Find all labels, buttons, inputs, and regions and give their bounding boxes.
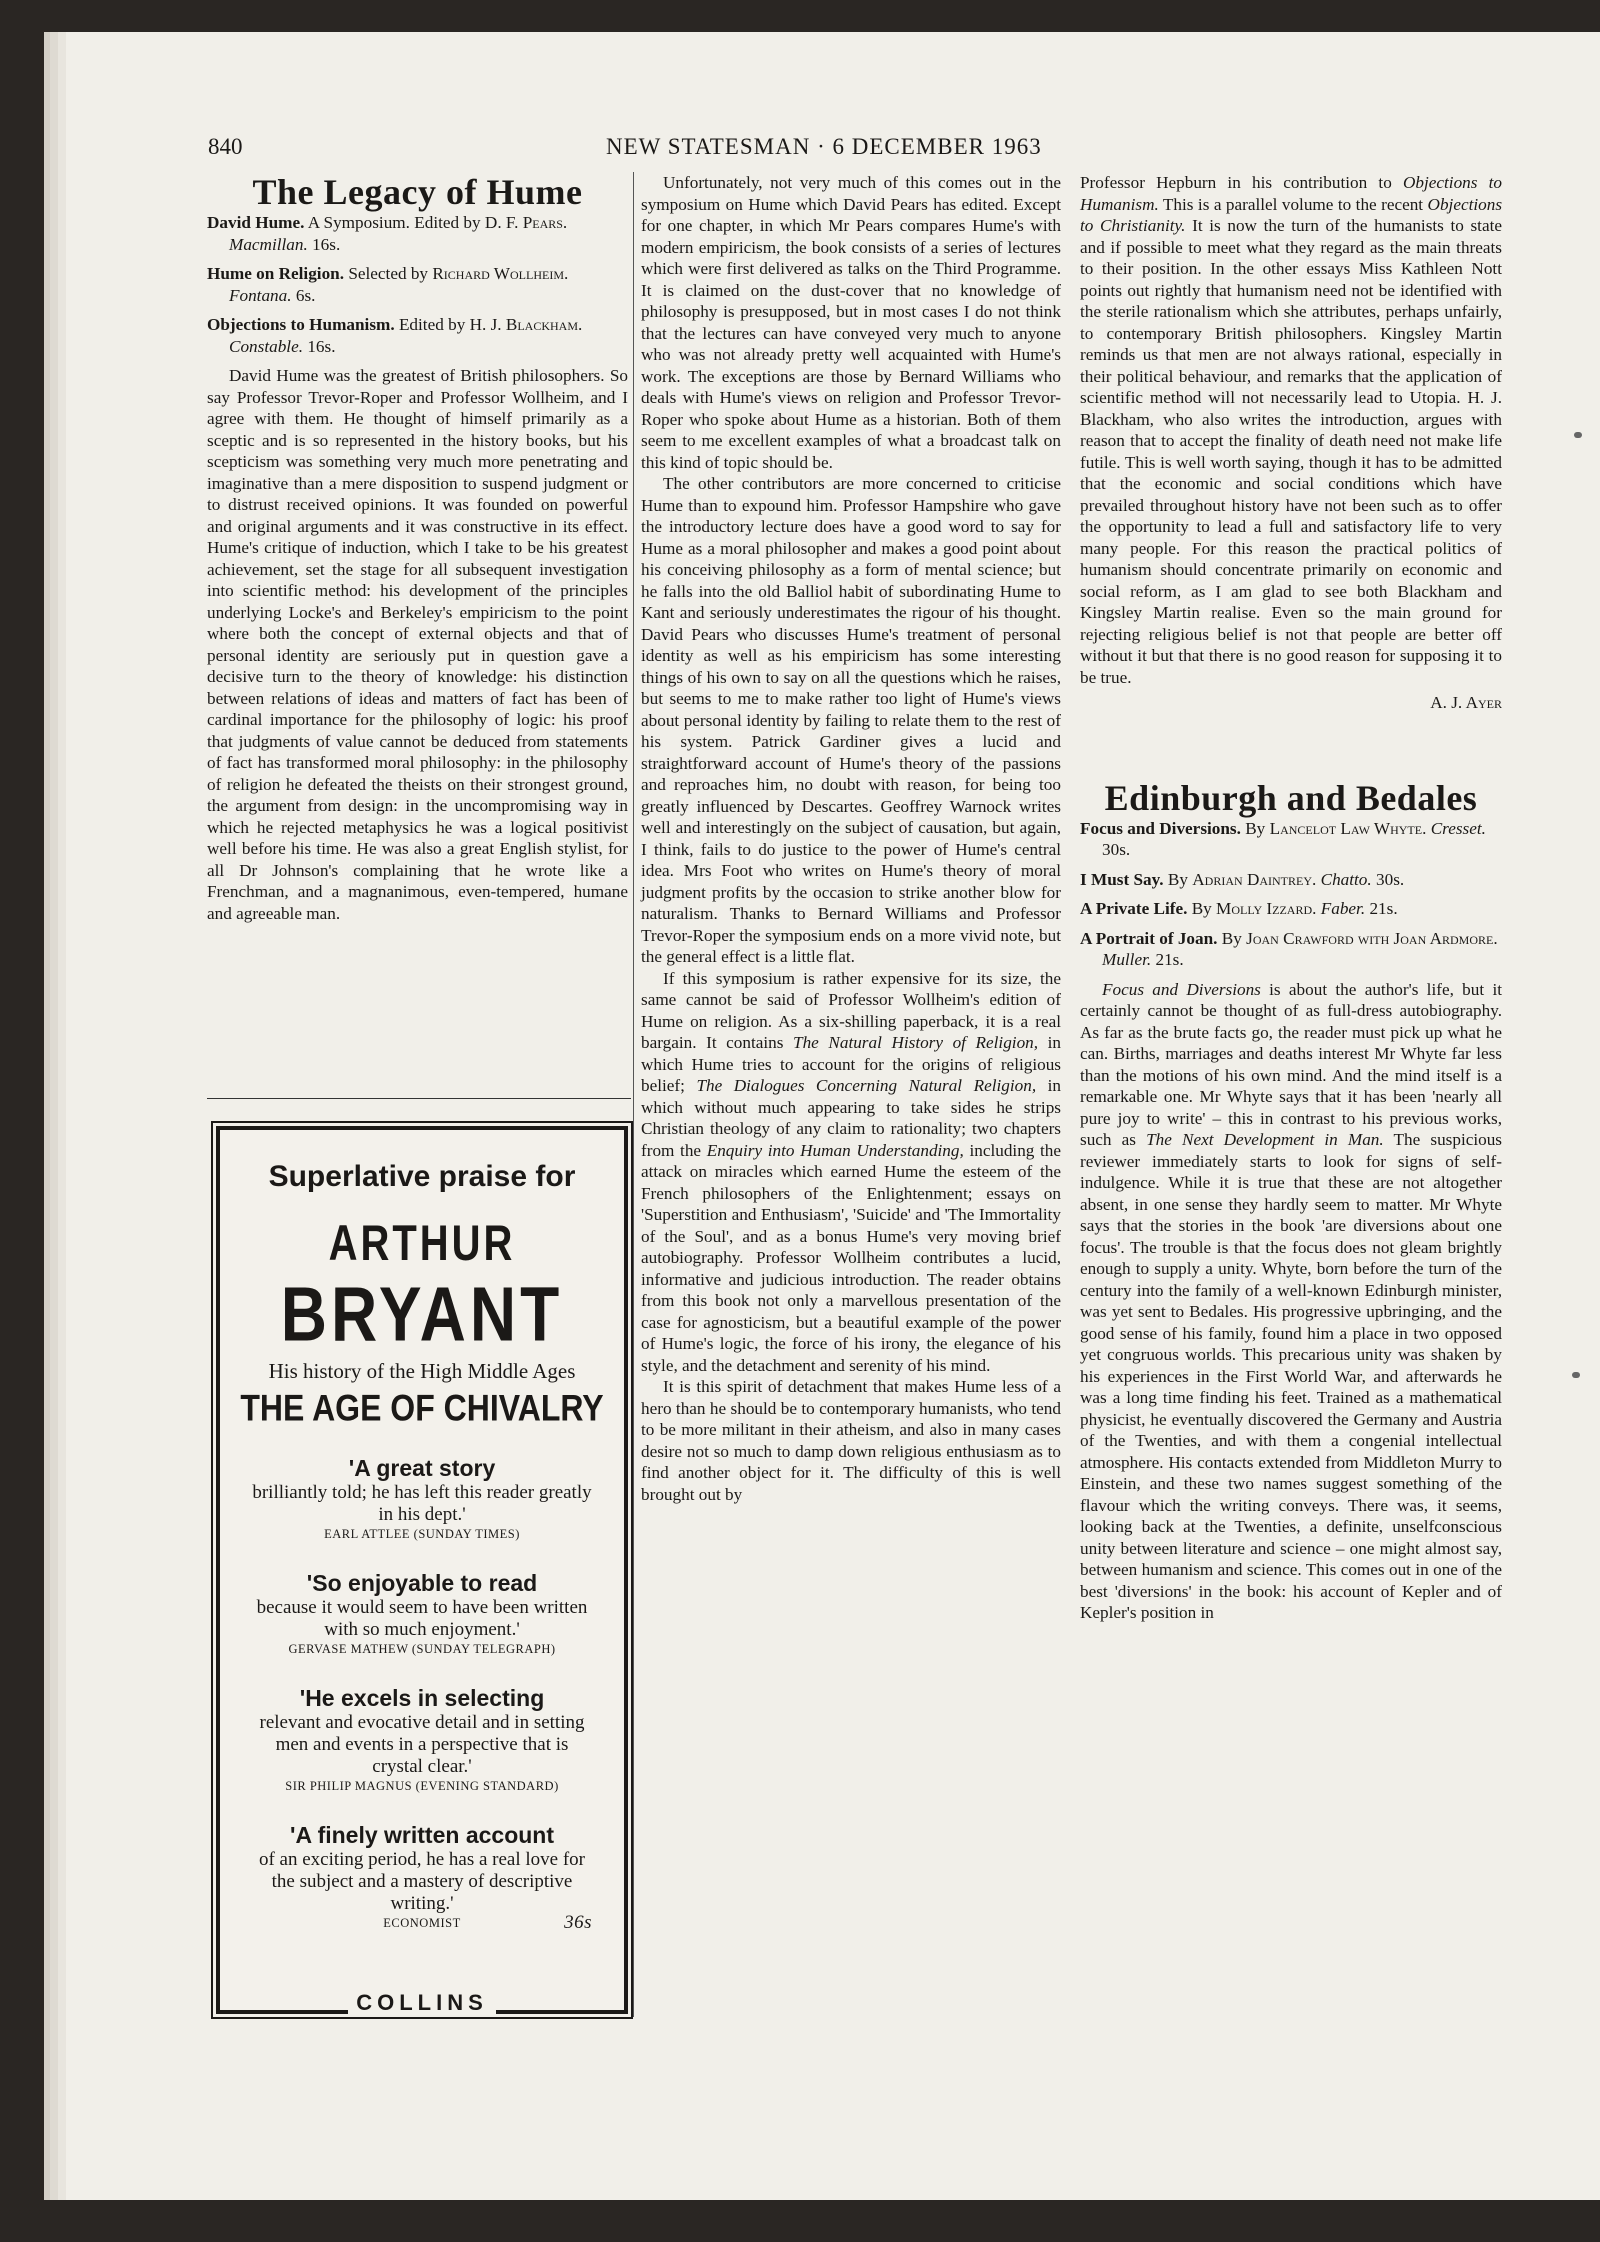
- ad-author-first: ARTHUR: [328, 1216, 516, 1272]
- ad-author-last: BRYANT: [280, 1270, 564, 1358]
- review-title-hume: The Legacy of Hume: [252, 172, 583, 212]
- ad-book-title: THE AGE OF CHIVALRY: [240, 1387, 604, 1429]
- ad-subtitle: His history of the High Middle Ages: [268, 1359, 576, 1383]
- magazine-page: [66, 32, 1600, 2200]
- article-paragraph: It is this spirit of detachment that makes Hume less of a hero than he should be to contemporary humanists, who tend to be more militant in their atheism, and also in many cases desire not so much to damp down religious enthusiasm as to find another object for it. The difficulty of this is well brought out by: [641, 1377, 1061, 1504]
- book-entry: A Portrait of Joan. By Joan Crawford with Joan Ardmore. Muller. 21s.: [1080, 928, 1498, 969]
- running-head: [66, 134, 1600, 174]
- article-paragraph: Unfortunately, not very much of this comes out in the symposium on Hume which David Pears has edited. Except for one chapter, in which Mr Pears compares Hume's with modern empiricism, the book consists of a series of lectures which were first delivered as talks on the Third Programme. It is claimed on the dust-cover that no knowledge of philosophy is presupposed, but in most cases I do not think that the lectures can have conveyed very much to anyone who was not already pretty well acquainted with Hume's work. The exceptions are those by Bernard Williams who deals with Hume's views on religion and Professor Trevor-Roper who spoke about Hume as a historian. Both of them seem to me excellent examples of what a broadcast talk on this kind of topic should be.: [641, 173, 1061, 472]
- book-entry: A Private Life. By Molly Izzard. Faber. 21s.: [1080, 899, 1398, 918]
- ad-quote: 'He excels in selecting relevant and evocative detail and in setting men and events in a perspective that is crystal clear.' SIR PHILIP MAGNUS (EVENING STANDARD): [259, 1685, 585, 1793]
- book-entry: David Hume. A Symposium. Edited by D. F. Pears. Macmillan. 16s.: [207, 213, 568, 254]
- review-title-edinburgh: Edinburgh and Bedales: [1104, 777, 1478, 818]
- book-entry: Objections to Humanism. Edited by H. J. Blackham. Constable. 16s.: [207, 315, 583, 356]
- page-number: 840: [208, 134, 243, 159]
- column-3: [1080, 172, 1502, 1624]
- book-entry: Hume on Religion. Selected by Richard Wollheim. Fontana. 6s.: [207, 264, 569, 305]
- article-paragraph: If this symposium is rather expensive for its size, the same cannot be said of Professor Wollheim's edition of Hume on religion. As a six-shilling paperback, it is a real bargain. It contains The Natural History of Religion, in which Hume tries to account for the origins of religious belief; The Dialogues Concerning Natural Religion, in which without much appearing to take sides he strips Christian theology of any claim to rationality; two chapters from the Enquiry into Human Understanding, including the attack on miracles which earned Hume the esteem of the French philosophers of the Enlightenment; essays on 'Superstition and Enthusiasm', 'Suicide' and 'The Immortality of the Soul', and as a bonus Hume's very moving brief autobiography. Professor Wollheim contributes a lucid, informative and judicious introduction. The reader obtains from this book not only a marvellous presentation of the case for agnosticism, but a beautiful example of the power of Hume's logic, the force of his irony, the elegance of his style, and the detachment and serenity of his mind.: [641, 968, 1062, 1375]
- reviewer-signature: A. J. Ayer: [1430, 693, 1502, 712]
- book-entry: Focus and Diversions. By Lancelot Law Whyte. Cresset. 30s.: [1080, 818, 1486, 859]
- book-advertisement: [216, 1126, 628, 2014]
- ad-price: 36s: [564, 1912, 592, 1933]
- article-paragraph: Professor Hepburn in his contribution to Objections to Humanism. This is a parallel volume to the recent Objections to Christianity. It is now the turn of the humanists to state and if possible to meet what they regard as the main threats to their position. In the other essays Miss Kathleen Nott points out rightly that humanism need not be identified with the sterile rationalism which she attributes, perhaps unfairly, to contemporary British philosophers. Kingsley Martin reminds us that men are not always rational, especially in their political behaviour, and remarks that the application of scientific method will not necessarily lead to Utopia. H. J. Blackham, who also writes the introduction, argues with reason that to accept the finality of death need not make life futile. This is well worth saying, though it has to be admitted that the economic and social conditions which have prevailed throughout history have not been such as to offer the opportunity to lead a full and satisfactory life to very many people. For this reason the practical politics of humanism should concentrate primarily on economic and social reform, as I am glad to see both Blackham and Kingsley Martin realise. Even so the main ground for rejecting religious belief is not that people are better off without it but that there is no good reason for supposing it to be true.: [1080, 173, 1503, 687]
- article-paragraph: Focus and Diversions is about the author's life, but it certainly cannot be thought of as full-dress autobiography. As far as the brute facts go, the reader must pick up what he can. Births, marriages and deaths interest Mr Whyte far less than the motions of his own mind. And the mind itself is a remarkable one. Mr Whyte says that it has been 'nearly all pure joy to write' – this in contrast to his previous works, such as The Next Development in Man. The suspicious reviewer immediately starts to look for signs of self-indulgence. While it is true that these are not altogether absent, in one sense they hardly seem to matter. Mr Whyte says that the stories in the book 'are diversions about one focus'. The trouble is that the focus does not gleam brightly enough to supply a unity. Whyte, born before the turn of the century into the family of a well-known Edinburgh minister, was yet sent to Bedales. His progressive upbringing, and the good sense of his family, found him a place in two opposed yet congruous worlds. This precarious unity was shaken by his experiences in the First World War, and afterwards he was a long time finding his feet. Trained as a mathematical physicist, he eventually discovered the Germany and Austria of the Twenties, and with them a congenial intellectual atmosphere. His contacts extended from Middleton Murry to Einstein, and these two names suggest something of the flavour which the writing conveys. There was, it seems, looking back at the Twenties, a definite, unselfconscious unity between literature and science – one might almost say, between humanism and science. This comes out in one of the best 'diversions' in the book: his account of Kepler and of Kepler's position in: [1080, 979, 1502, 1622]
- column-1: [207, 172, 628, 924]
- column-divider: [633, 172, 634, 2017]
- margin-mark: [1572, 1372, 1580, 1378]
- column-2: [641, 172, 1061, 1505]
- article-paragraph: David Hume was the greatest of British philosophers. So say Professor Trevor-Roper and Professor Wollheim, and I agree with them. He thought of himself primarily as a sceptic and is so represented in the history books, but his scepticism was something very much more penetrating and imaginative than a mere disposition to suspend judgment or to distrust received opinions. It was founded on powerful and original arguments and it was constructive in its effect. Hume's critique of induction, which I take to be his greatest achievement, set the stage for all subsequent investigation into scientific method: his development of the principles underlying Locke's and Berkeley's empiricism to the point where both the concept of external objects and that of personal identity are seriously put in question gave a decisive turn to the theory of knowledge: his distinction between relations of ideas and matters of fact has been of cardinal importance for the philosophy of logic: his proof that judgments of value cannot be deduced from statements of fact has transformed moral philosophy: in the philosophy of religion he defeated the theists on their strongest ground, the argument from design: in the uncompromising way in which he rejected metaphysics he was a logical positivist well before his time. He was also a great English stylist, for all Dr Johnson's complaining that he wrote like a Frenchman, and a magnanimous, even-tempered, humane and agreeable man.: [207, 366, 628, 923]
- horizontal-rule: [207, 1098, 631, 1099]
- masthead: NEW STATESMAN · 6 DECEMBER 1963: [606, 134, 1042, 159]
- ad-heading: Superlative praise for: [268, 1160, 576, 1193]
- margin-mark: [1574, 432, 1582, 438]
- ad-quote: 'So enjoyable to read because it would seem to have been written with so much enjoyment.' GERVASE MATHEW (SUNDAY TELEGRAPH): [256, 1570, 588, 1656]
- article-paragraph: The other contributors are more concerned to criticise Hume than to expound him. Professor Hampshire who gave the introductory lecture does have a good word to say for Hume as a moral philosopher and makes a good point about his conceiving philosophy as a form of mental science; but he falls into the old Balliol habit of subordinating Hume to Kant and seriously underestimates the rigour of his thought. David Pears who discusses Hume's treatment of personal identity as well as his empiricism has some interesting things of his own to say on all the questions which he raises, but seems to me to make rather too light of Hume's views about personal identity by failing to relate them to the rest of his system. Patrick Gardiner gives a lucid and straightforward account of Hume's theory of the passions and reproaches him, no doubt with reason, for being too greatly influenced by Descartes. Geoffrey Warnock writes well and interestingly on the subject of causation, but again, I think, fails to do justice to the power of Hume's central idea. Mrs Foot who writes on Hume's theory of moral judgment profits by the occasion to strike another blow for naturalism. Thanks to Bernard Williams and Professor Trevor-Roper the symposium ends on a more vivid note, but the general effect is a little flat.: [641, 474, 1061, 966]
- ad-publisher: COLLINS: [220, 1990, 624, 2016]
- book-entry: I Must Say. By Adrian Daintrey. Chatto. 30s.: [1080, 869, 1405, 889]
- ad-quote: 'A great story brilliantly told; he has left this reader greatly in his dept.' EARL ATTLEE (SUNDAY TIMES): [252, 1455, 592, 1541]
- ad-quote: 'A finely written account of an exciting period, he has a real love for the subject and a mastery of descriptive writing.' ECONOMIST 36s: [258, 1822, 592, 1933]
